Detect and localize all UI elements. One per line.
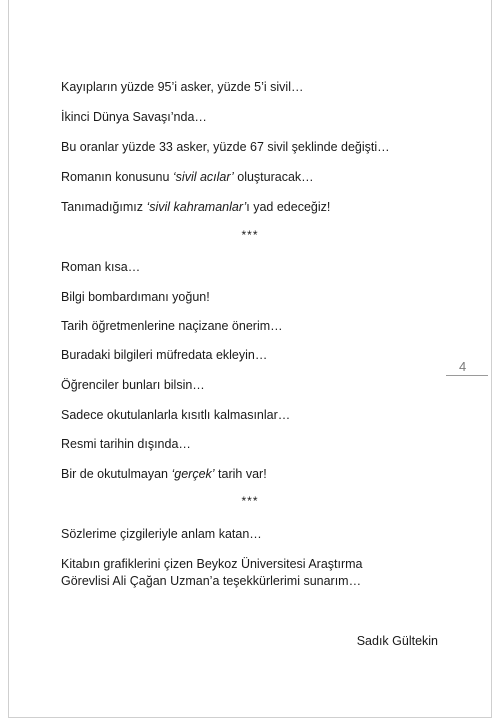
text-line: Bilgi bombardımanı yoğun!	[61, 290, 210, 304]
text-line: Romanın konusunu ‘sivil acılar’ oluşturacak…	[61, 170, 314, 184]
author-signature: Sadık Gültekin	[356, 634, 438, 648]
text-line: Kitabın grafiklerini çizen Beykoz Üniversitesi Araştırma	[61, 557, 363, 571]
section-separator: ***	[241, 228, 259, 242]
text-line: Sadece okutulanlarla kısıtlı kalmasınlar…	[61, 408, 291, 422]
text-line: Bu oranlar yüzde 33 asker, yüzde 67 sivil şeklinde değişti…	[61, 140, 390, 154]
text-line: Görevlisi Ali Çağan Uzman’a teşekkürlerimi sunarım…	[61, 574, 362, 588]
text-line: Resmi tarihin dışında…	[61, 437, 191, 451]
text-line: İkinci Dünya Savaşı’nda…	[61, 110, 207, 124]
text-line: Tarih öğretmenlerine naçizane önerim…	[61, 319, 283, 333]
text-line: Kayıpların yüzde 95’i asker, yüzde 5’i sivil…	[61, 80, 304, 94]
section-separator: ***	[241, 494, 259, 508]
text-line: Bir de okutulmayan ‘gerçek’ tarih var!	[61, 467, 267, 481]
text-line: Tanımadığımız ‘sivil kahramanlar’ı yad edeceğiz!	[61, 200, 331, 214]
text-line: Roman kısa…	[61, 260, 141, 274]
text-line: Buradaki bilgileri müfredata ekleyin…	[61, 348, 268, 362]
text-line: Sözlerime çizgileriyle anlam katan…	[61, 527, 262, 541]
page-number: 4	[446, 358, 488, 376]
text-line: Öğrenciler bunları bilsin…	[61, 378, 205, 392]
